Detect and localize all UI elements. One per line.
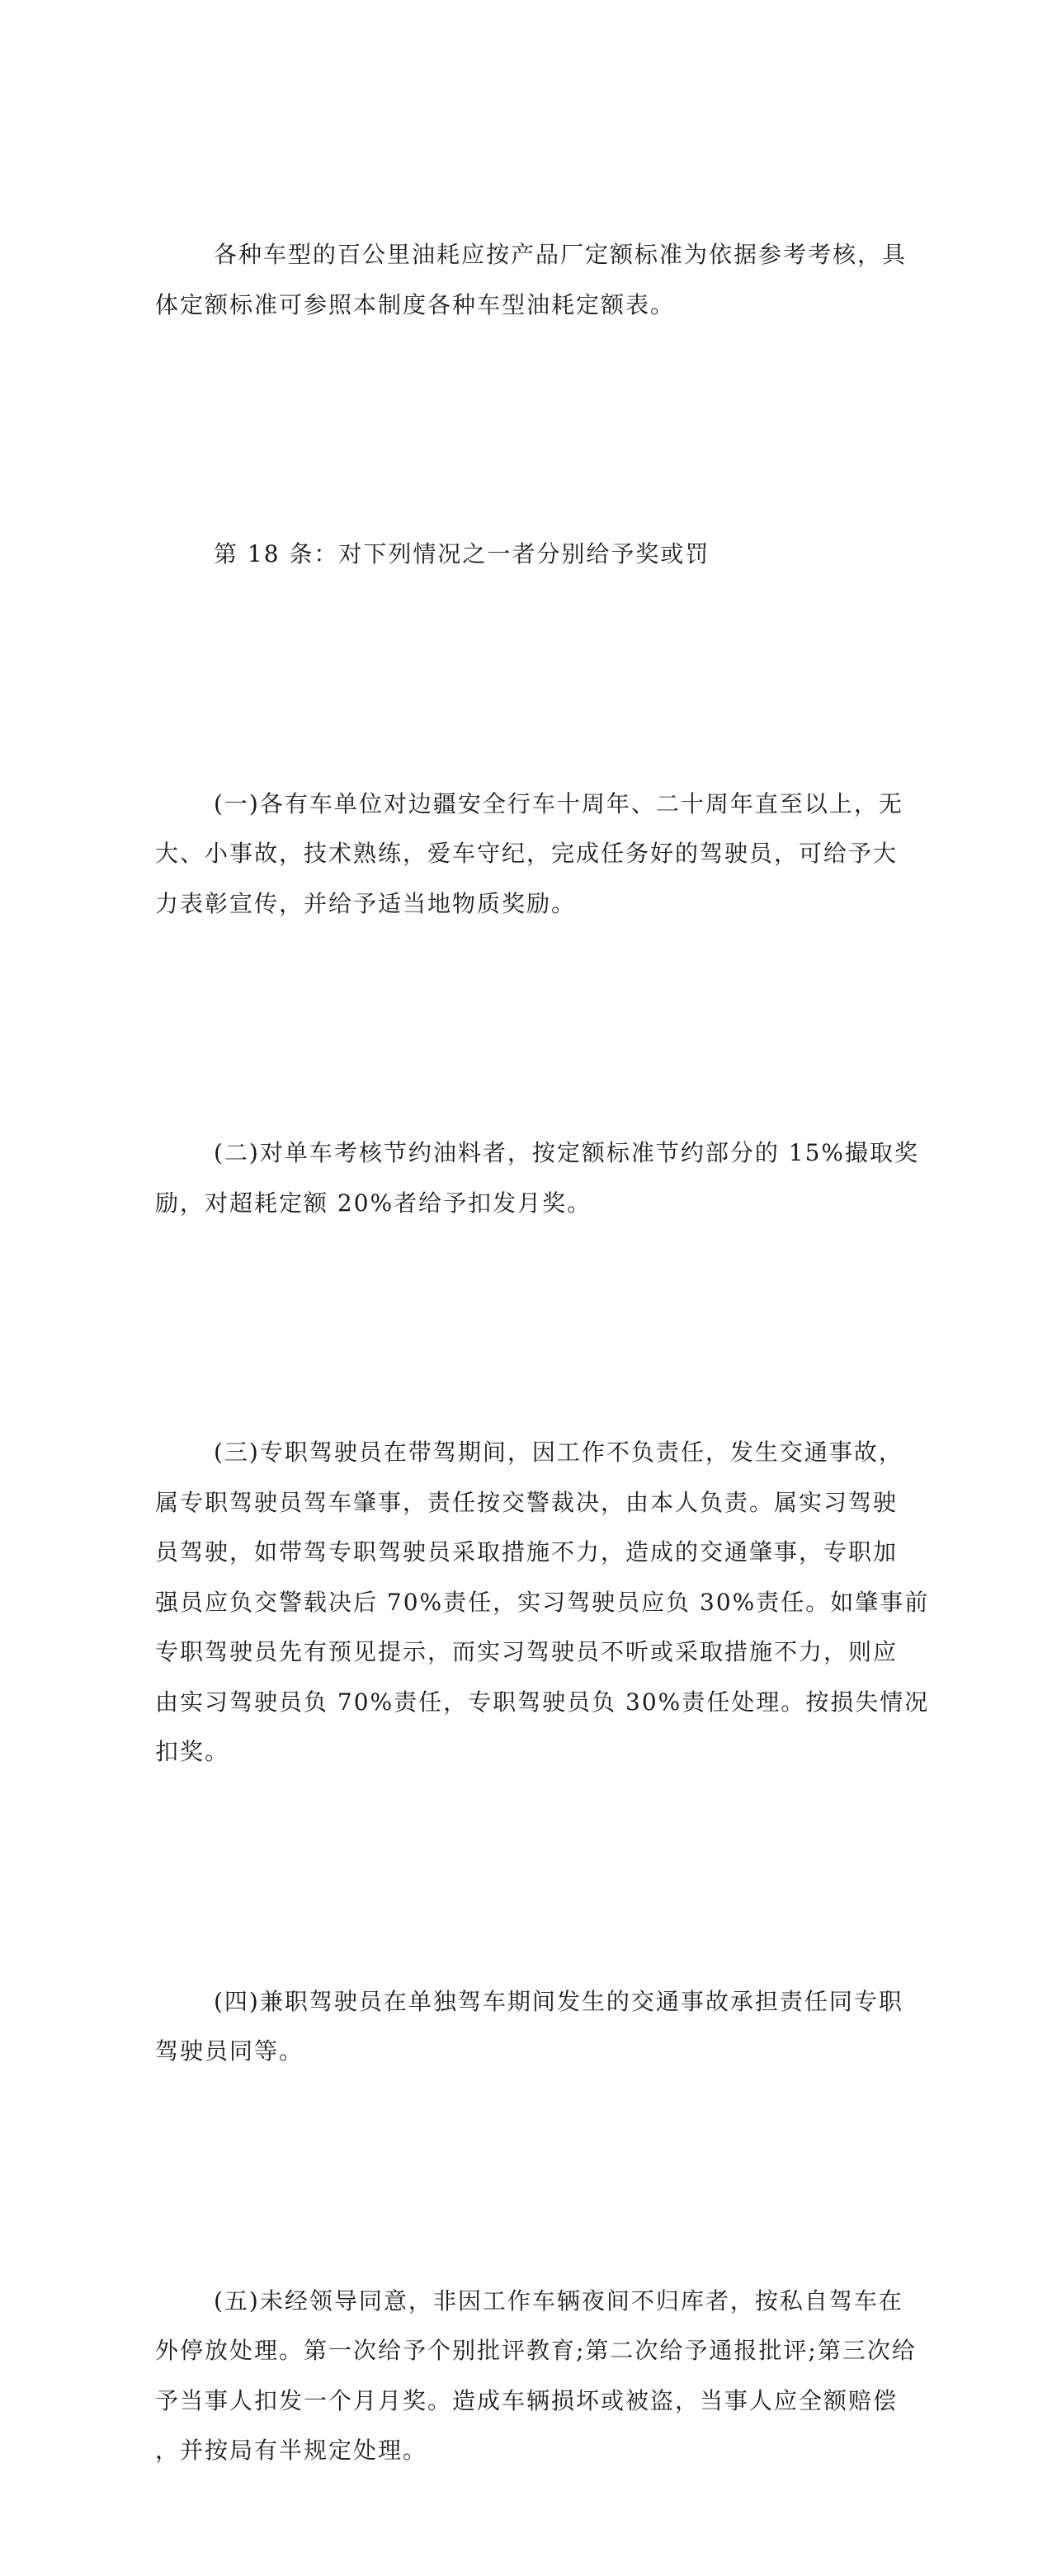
text-line: 予当事人扣发一个月月奖。造成车辆损坏或被盗，当事人应全额赔偿 — [155, 2386, 899, 2414]
text-line: 属专职驾驶员驾车肇事，责任按交警裁决，由本人负责。属实习驾驶 — [155, 1488, 899, 1516]
text-line: 扣奖。 — [155, 1738, 230, 1765]
text-line: 驾驶员同等。 — [155, 2037, 304, 2065]
paragraph-item-4 — [155, 1877, 903, 2177]
text-line: 员驾驶，如带驾专职驾驶员采取措施不力，造成的交通肇事，专职加 — [155, 1538, 899, 1566]
text-line: (四)兼职驾驶员在单独驾车期间发生的交通事故承担责任同专职 — [214, 1987, 903, 2015]
text-line: 第 18 条：对下列情况之一者分别给予奖或罚 — [214, 540, 710, 567]
text-line: 强员应负交警载决后 70%责任，实习驾驶员应负 30%责任。如肇事前 — [155, 1588, 930, 1616]
text-line: 各种车型的百公里油耗应按产品厂定额标准为依据参考考核，具 — [214, 241, 908, 268]
text-line: (一)各有车单位对边疆安全行车十周年、二十周年直至以上，无 — [214, 789, 903, 817]
text-line: ，并按局有半规定处理。 — [155, 2437, 428, 2464]
text-line: (三)专职驾驶员在带驾期间，因工作不负责任，发生交通事故， — [214, 1439, 903, 1466]
text-line: 体定额标准可参照本制度各种车型油耗定额表。 — [155, 290, 676, 318]
text-line: 大、小事故，技术熟练，爱车守纪，完成任务好的驾驶员，可给予大 — [155, 840, 899, 867]
text-line: 励，对超耗定额 20%者给予扣发月奖。 — [155, 1189, 592, 1217]
document-body — [155, 130, 930, 2576]
text-line: (二)对单车考核节约油料者，按定额标准节约部分的 15%撮取奖 — [214, 1139, 919, 1166]
paragraph-item-1 — [155, 680, 903, 1029]
text-line: 专职驾驶员先有预见提示，而实习驾驶员不听或采取措施不力，则应 — [155, 1638, 899, 1665]
text-line: 力表彰宣传，并给予适当地物质奖励。 — [155, 889, 577, 917]
article-18-heading — [155, 430, 885, 680]
paragraph-item-3 — [155, 1328, 930, 1877]
text-line: 外停放处理。第一次给予个别批评教育;第二次给予通报批评;第三次给 — [155, 2337, 917, 2364]
paragraph-fuel-quota — [155, 130, 908, 430]
text-line: (五)未经领导同意，非因工作车辆夜间不归库者，按私自驾车在 — [214, 2286, 903, 2315]
paragraph-item-5 — [155, 2177, 917, 2576]
paragraph-item-2 — [155, 1029, 919, 1328]
text-line: 由实习驾驶员负 70%责任，专职驾驶员负 30%责任处理。按损失情况 — [155, 1688, 930, 1716]
